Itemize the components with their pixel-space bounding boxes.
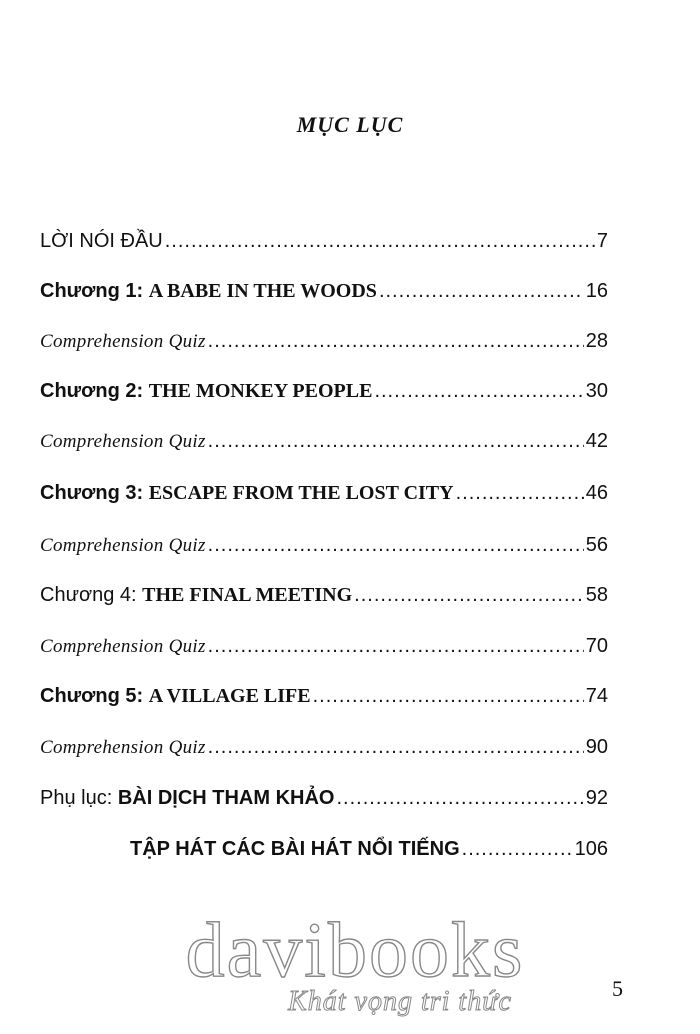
dot-leader [354,580,584,610]
toc-entry-quiz-3[interactable] [40,530,608,560]
dot-leader [462,834,573,864]
entry-page-number: 16 [585,280,608,302]
entry-page-number: 106 [574,838,608,860]
chapter-title: A BABE IN THE WOODS [148,280,377,302]
watermark-tagline: Khát vọng tri thức [288,986,512,1017]
dot-leader [374,376,583,406]
chapter-prefix: Chương 3: [40,482,144,504]
entry-title [40,580,352,610]
chapter-title: ESCAPE FROM THE LOST CITY [148,482,454,504]
appendix-prefix: Phụ lục: [40,787,113,809]
entry-title: Comprehension Quiz [40,636,206,657]
chapter-prefix: Chương 1: [40,280,144,302]
dot-leader [208,631,584,661]
chapter-prefix: Chương 2: [40,380,144,402]
toc-entry-chapter-3[interactable] [40,478,608,508]
entry-page-number: 46 [585,482,608,504]
entry-page-number: 74 [585,685,608,707]
dot-leader [208,530,584,560]
entry-title: LỜI NÓI ĐẦU [40,230,163,252]
entry-title: Comprehension Quiz [40,431,206,452]
toc-entry-songbook[interactable] [130,834,608,864]
watermark-brand: davibooks [185,906,525,993]
entry-page-number: 30 [585,380,608,402]
chapter-prefix: Chương 4: [40,584,137,606]
toc-entry-quiz-4[interactable] [40,631,608,661]
entry-title: Comprehension Quiz [40,331,206,352]
toc-entry-chapter-2[interactable] [40,376,608,406]
chapter-title: THE FINAL MEETING [142,584,353,606]
entry-page-number: 58 [585,584,608,606]
appendix-title: BÀI DỊCH THAM KHẢO [117,787,335,809]
entry-title: TẬP HÁT CÁC BÀI HÁT NỔI TIẾNG [130,838,460,860]
dot-leader [336,783,583,813]
page-title: MỤC LỤC [296,112,404,137]
toc-entry-chapter-5[interactable] [40,681,608,711]
entry-title: Comprehension Quiz [40,737,206,758]
toc-entry-appendix[interactable] [40,783,608,813]
toc-entry-chapter-1[interactable] [40,276,608,306]
toc-entry-quiz-1[interactable] [40,326,608,356]
toc-entry-quiz-2[interactable] [40,426,608,456]
chapter-prefix: Chương 5: [40,685,144,707]
chapter-title: A VILLAGE LIFE [148,685,311,707]
chapter-title: THE MONKEY PEOPLE [148,380,373,402]
toc-entry-quiz-5[interactable] [40,732,608,762]
entry-title [40,783,334,813]
entry-page-number: 70 [585,635,608,657]
page-number: 5 [612,976,623,1001]
dot-leader [208,732,584,762]
dot-leader [165,226,595,256]
toc-entry-preface[interactable] [40,226,608,256]
entry-title: Comprehension Quiz [40,535,206,556]
dot-leader [208,426,584,456]
entry-title [40,276,377,306]
entry-page-number: 7 [596,230,608,252]
entry-page-number: 90 [585,736,608,758]
dot-leader [313,681,584,711]
dot-leader [379,276,584,306]
dot-leader [456,478,584,508]
entry-title [40,681,311,711]
entry-page-number: 42 [585,430,608,452]
entry-page-number: 56 [585,534,608,556]
entry-page-number: 28 [585,330,608,352]
entry-title [40,478,454,508]
dot-leader [208,326,584,356]
entry-page-number: 92 [585,787,608,809]
entry-title [40,376,372,406]
toc-entry-chapter-4[interactable] [40,580,608,610]
